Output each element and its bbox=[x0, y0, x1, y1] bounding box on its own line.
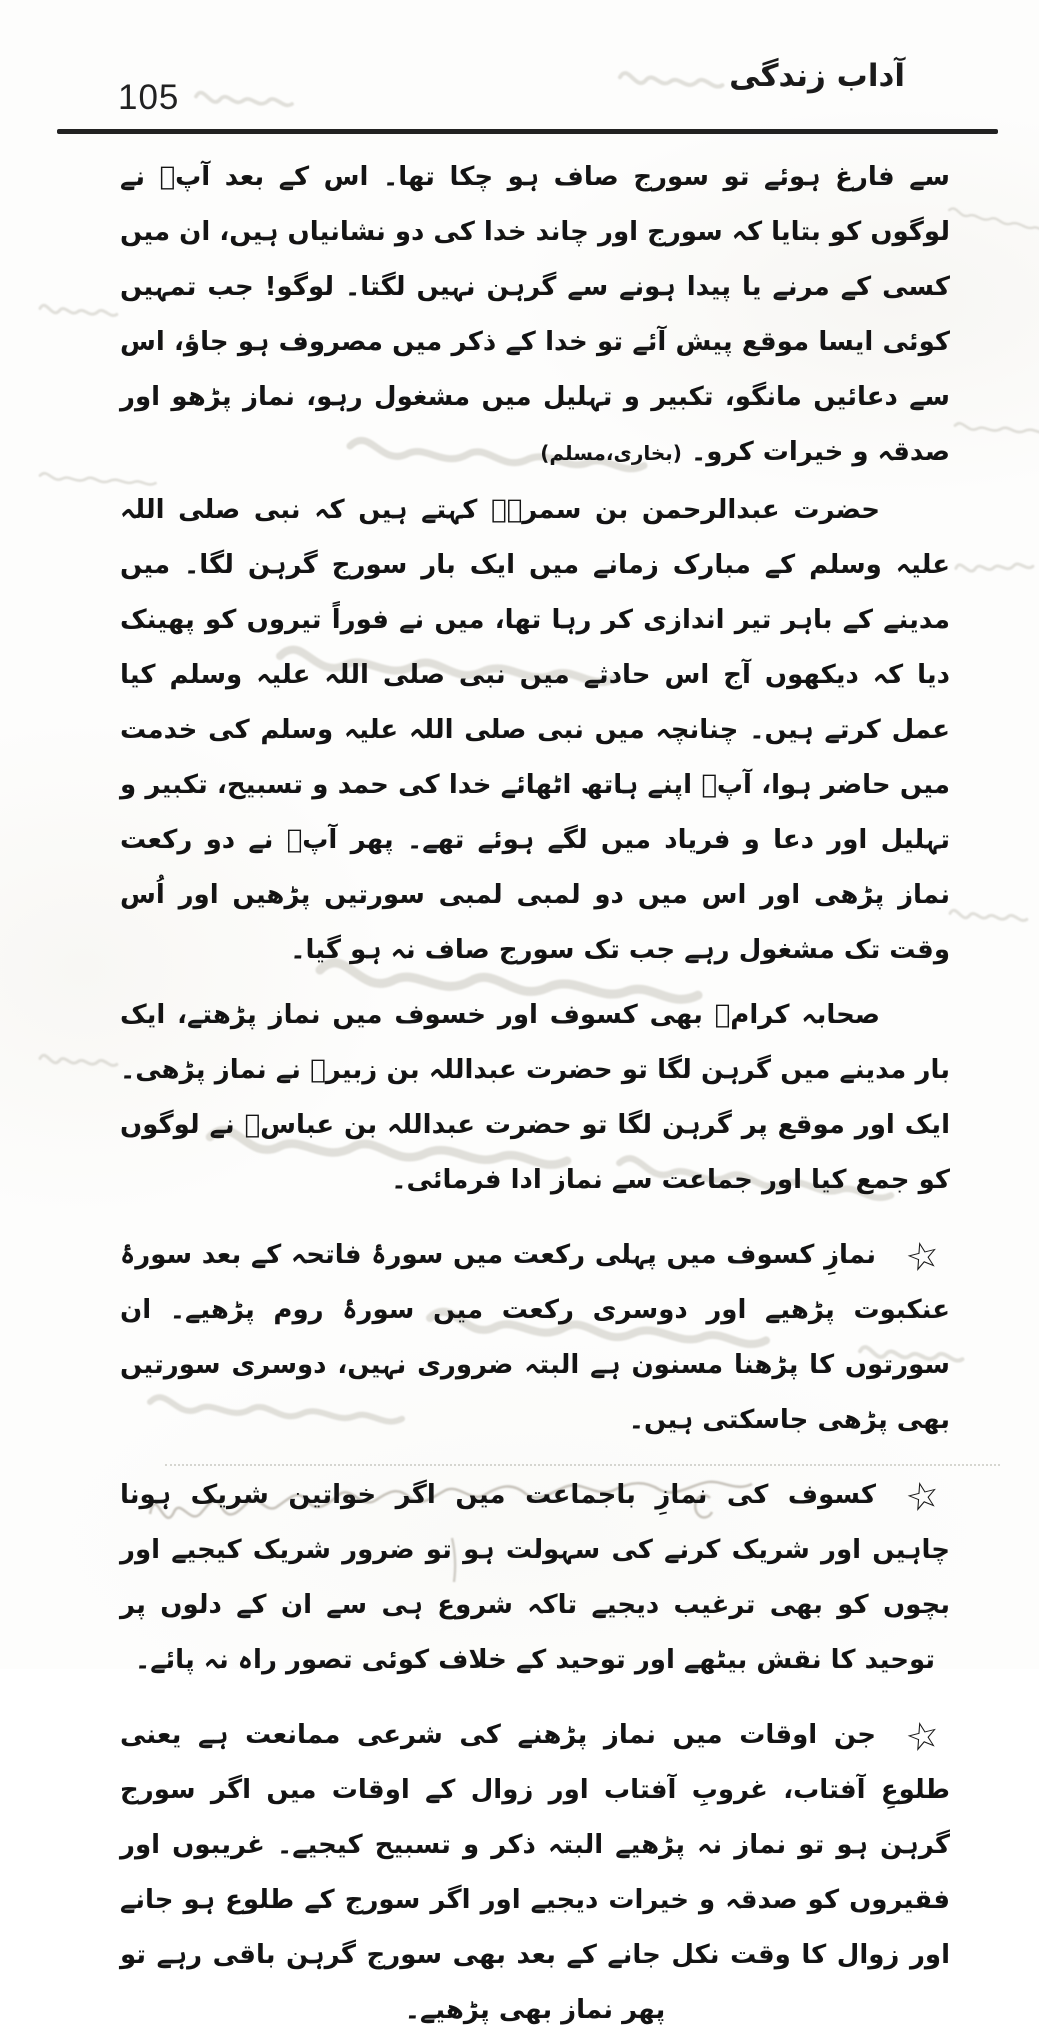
hadith-citation: (بخاری،مسلم) bbox=[540, 441, 682, 465]
page-number: 105 bbox=[118, 78, 180, 117]
paragraph-companions: صحابہ کرامؓ بھی کسوف اور خسوف میں نماز پڑھتے، ایک بار مدینے میں گرہن لگا تو حضرت عبداللہ بن زبیرؓ نے نماز پڑھی۔ ایک اور موقع پر گرہن لگا تو حضرت عبداللہ بن عباسؓ نے لوگوں کو جمع کیا اور جماعت سے نماز ادا فرمائی۔ bbox=[120, 1000, 950, 1195]
star-item-text: کسوف کی نمازِ باجماعت میں اگر خواتین شریک ہونا چاہیں اور شریک کرنے کی سہولت ہو تو ضرور شریک کیجیے اور بچوں کو بھی ترغیب دیجیے تاکہ شروع ہی سے ان کے دلوں پر توحید کا نقش بیٹھے اور توحید کے خلاف کوئی تصور راہ نہ پائے۔ bbox=[120, 1480, 950, 1675]
star-list-item bbox=[120, 1468, 950, 1688]
header-rule bbox=[57, 129, 998, 134]
book-title: آداب زندگی bbox=[729, 58, 905, 94]
paragraph-continuation bbox=[120, 150, 950, 481]
star-bullet-icon: ☆ bbox=[900, 1230, 945, 1282]
star-bullet-icon: ☆ bbox=[900, 1470, 945, 1522]
body-text bbox=[120, 150, 950, 2038]
star-item-text: نمازِ کسوف میں پہلی رکعت میں سورۂ فاتحہ کے بعد سورۂ عنکبوت پڑھیے اور دوسری رکعت میں سورۂ روم پڑھیے۔ ان سورتوں کا پڑھنا مسنون ہے البتہ ضروری نہیں، دوسری سورتیں بھی پڑھی جاسکتی ہیں۔ bbox=[120, 1240, 950, 1435]
paragraph-text: سے فارغ ہوئے تو سورج صاف ہو چکا تھا۔ اس کے بعد آپؐ نے لوگوں کو بتایا کہ سورج اور چاند خدا کی دو نشانیاں ہیں، ان میں کسی کے مرنے یا پیدا ہونے سے گرہن نہیں لگتا۔ لوگو! جب تمہیں کوئی ایسا موقع پیش آئے تو خدا کے ذکر میں مصروف ہو جاؤ، اس سے دعائیں مانگو، تکبیر و تہلیل میں مشغول رہو، نماز پڑھو اور صدقہ و خیرات کرو۔ bbox=[120, 162, 950, 467]
star-list-item bbox=[120, 1228, 950, 1448]
footer-dotted-line bbox=[165, 1464, 1000, 1466]
paragraph-narration: حضرت عبدالرحمن بن سمرہؓ کہتے ہیں کہ نبی صلی اللہ علیہ وسلم کے مبارک زمانے میں ایک بار سورج گرہن لگا۔ میں مدینے کے باہر تیر اندازی کر رہا تھا، میں نے فوراً تیروں کو پھینک دیا کہ دیکھوں آج اس حادثے میں نبی صلی اللہ علیہ وسلم کیا عمل کرتے ہیں۔ چنانچہ میں نبی صلی اللہ علیہ وسلم کی خدمت میں حاضر ہوا، آپؐ اپنے ہاتھ اٹھائے خدا کی حمد و تسبیح، تکبیر و تہلیل اور دعا و فریاد میں لگے ہوئے تھے۔ پھر آپؐ نے دو رکعت نماز پڑھی اور اس میں دو لمبی لمبی سورتیں پڑھیں اور اُس وقت تک مشغول رہے جب تک سورج صاف نہ ہو گیا۔ bbox=[120, 495, 950, 965]
star-list-item bbox=[120, 1708, 950, 2038]
star-item-text: جن اوقات میں نماز پڑھنے کی شرعی ممانعت ہے یعنی طلوعِ آفتاب، غروبِ آفتاب اور زوال کے اوقات میں اگر سورج گرہن ہو تو نماز نہ پڑھیے البتہ ذکر و تسبیح کیجیے۔ غریبوں اور فقیروں کو صدقہ و خیرات دیجیے اور اگر سورج کے طلوع ہو جانے اور زوال کا وقت نکل جانے کے بعد بھی سورج گرہن باقی رہے تو پھر نماز بھی پڑھیے۔ bbox=[120, 1720, 950, 2025]
star-bullet-icon: ☆ bbox=[900, 1710, 945, 1762]
